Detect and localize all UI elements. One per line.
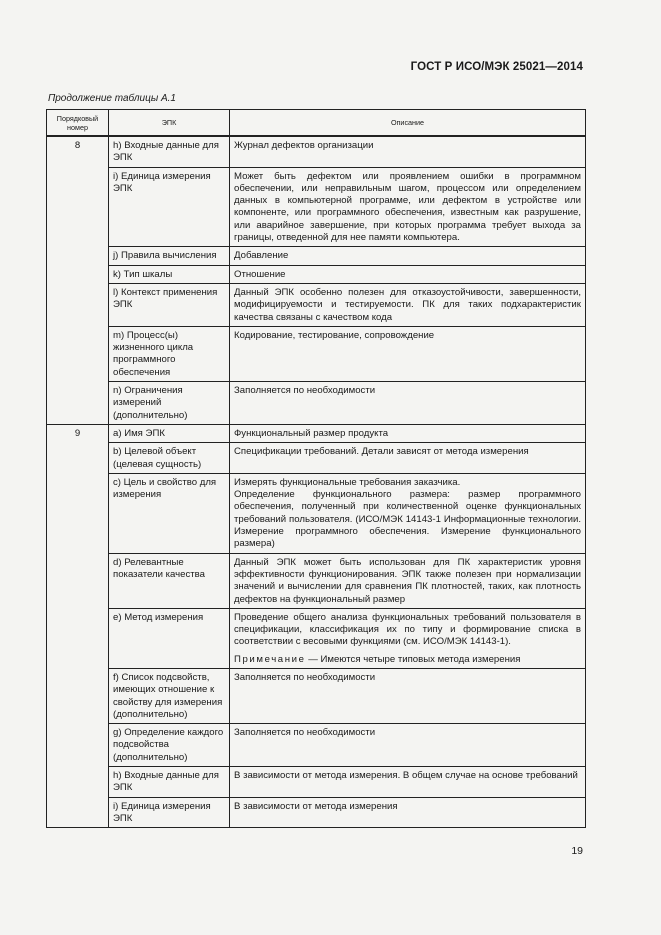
- description-cell: Журнал дефектов организации: [230, 136, 586, 167]
- epk-cell: l) Контекст применения ЭПК: [109, 283, 230, 326]
- description-cell: Добавление: [230, 247, 586, 265]
- table-row: [47, 382, 586, 425]
- document-standard-header: ГОСТ Р ИСО/МЭК 25021—2014: [410, 61, 583, 73]
- epk-cell: h) Входные данные для ЭПК: [109, 767, 230, 798]
- description-cell: Данный ЭПК может быть использован для ПК характеристик уровня эффективности функционирования. ЭПК также полезен при нормализации значений и вычислении для сравнения ПК плотностей, таких, как плотность дефектов на функциональный размер: [230, 553, 586, 608]
- epk-cell: b) Целевой объект (целевая сущность): [109, 443, 230, 474]
- table-row: [47, 797, 586, 828]
- epk-cell: f) Список подсвойств, имеющих отношение к свойству для измерения (дополнительно): [109, 668, 230, 723]
- table-row: [47, 424, 586, 442]
- epk-cell: e) Метод измерения: [109, 608, 230, 668]
- table-row: [47, 247, 586, 265]
- description-line: Проведение общего анализа функциональных требований пользователя в спецификации, классификация их по типу и формирование списка в соответствии с весовыми функциями (см. ИСО/МЭК 14143-1).: [234, 611, 581, 648]
- table-row: [47, 608, 586, 668]
- description-cell: Заполняется по необходимости: [230, 724, 586, 767]
- description-cell: Отношение: [230, 265, 586, 283]
- description-cell: Данный ЭПК особенно полезен для отказоустойчивости, завершенности, модифицируемости и тестируемости. ПК для таких подхарактеристик качества связаны с качеством кода: [230, 283, 586, 326]
- epk-cell: c) Цель и свойство для измерения: [109, 473, 230, 553]
- epk-cell: j) Правила вычисления: [109, 247, 230, 265]
- note-text: — Имеются четыре типовых метода измерения: [308, 653, 521, 665]
- table-row: [47, 724, 586, 767]
- table-row: [47, 167, 586, 247]
- description-line: Измерять функциональные требования заказчика.: [234, 476, 461, 488]
- epk-cell: a) Имя ЭПК: [109, 424, 230, 442]
- table-row: [47, 473, 586, 553]
- description-cell: В зависимости от метода измерения. В общем случае на основе требований: [230, 767, 586, 798]
- column-header-number: Порядковый номер: [47, 110, 109, 137]
- description-cell: Заполняется по необходимости: [230, 668, 586, 723]
- page-number: 19: [571, 845, 583, 857]
- table-row: [47, 668, 586, 723]
- table-row: [47, 136, 586, 167]
- epk-cell: d) Релевантные показатели качества: [109, 553, 230, 608]
- epk-cell: m) Процесс(ы) жизненного цикла программного обеспечения: [109, 326, 230, 381]
- description-cell: Может быть дефектом или проявлением ошибки в программном обеспечении, или неправильным шагом, процессом или определением данных в компьютерной программе, или дефектом в устройстве или компоненте, или программного обеспечения, известным как разрушение, или аварийное завершение, при которых программа требует выхода за границы, отведенной для нее памяти компьютера.: [230, 167, 586, 247]
- table-row: [47, 767, 586, 798]
- column-header-description: Описание: [230, 110, 586, 137]
- description-cell: В зависимости от метода измерения: [230, 797, 586, 828]
- description-cell: Спецификации требований. Детали зависят от метода измерения: [230, 443, 586, 474]
- row-number-cell: 9: [47, 424, 109, 827]
- table-row: [47, 265, 586, 283]
- table-header-row: [47, 110, 586, 137]
- description-cell: Функциональный размер продукта: [230, 424, 586, 442]
- note: [234, 654, 581, 666]
- epk-cell: n) Ограничения измерений (дополнительно): [109, 382, 230, 425]
- table-row: [47, 443, 586, 474]
- description-cell: Заполняется по необходимости: [230, 382, 586, 425]
- table-row: [47, 326, 586, 381]
- table-row: [47, 283, 586, 326]
- description-cell: Кодирование, тестирование, сопровождение: [230, 326, 586, 381]
- epk-cell: g) Определение каждого подсвойства (дополнительно): [109, 724, 230, 767]
- description-line: Определение функционального размера: размер программного обеспечения, полученный при количественной оценке функциональных требований пользователя. (ИСО/МЭК 14143-1 Информационные технологии. Измерение программного обеспечения. Измерение функционального размера): [234, 489, 581, 550]
- column-header-epk: ЭПК: [109, 110, 230, 137]
- epk-cell: h) Входные данные для ЭПК: [109, 136, 230, 167]
- epk-table: [46, 109, 586, 828]
- description-cell: [230, 608, 586, 668]
- note-label: Примечание: [234, 653, 306, 665]
- table-row: [47, 553, 586, 608]
- table-caption: Продолжение таблицы А.1: [48, 93, 176, 104]
- epk-cell: i) Единица измерения ЭПК: [109, 797, 230, 828]
- epk-cell: i) Единица измерения ЭПК: [109, 167, 230, 247]
- row-number-cell: 8: [47, 136, 109, 424]
- description-cell: [230, 473, 586, 553]
- epk-cell: k) Тип шкалы: [109, 265, 230, 283]
